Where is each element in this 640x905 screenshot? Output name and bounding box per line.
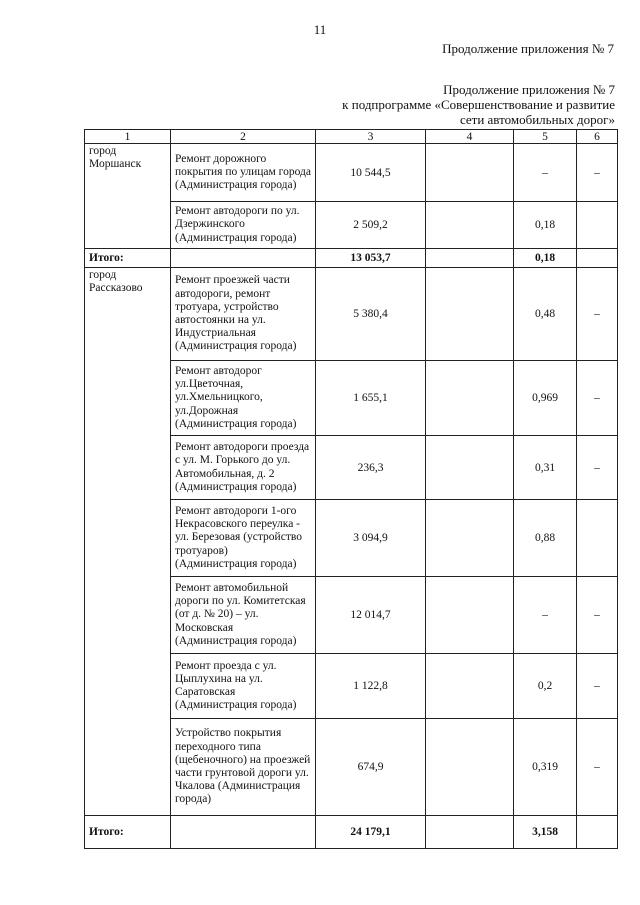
col6-cell: [577, 202, 618, 249]
total-label: Итого:: [85, 249, 171, 268]
header-cell-6: 6: [577, 130, 618, 144]
total-row: [85, 816, 618, 849]
col6-cell: –: [577, 144, 618, 202]
total-col5: 3,158: [514, 816, 577, 849]
work-cell: Устройство покрытия переходного типа (щебеночного) на проезжей части грунтовой дороги ул. Чкалова (Администрация города): [171, 719, 316, 816]
work-cell: Ремонт дорожного покрытия по улицам города (Администрация города): [171, 144, 316, 202]
col4-cell: [426, 361, 514, 436]
col6-cell: –: [577, 436, 618, 500]
header-cell-5: 5: [514, 130, 577, 144]
amount-cell: 3 094,9: [316, 500, 426, 577]
col5-cell: 0,31: [514, 436, 577, 500]
work-cell: Ремонт автодороги по ул. Дзержинского (Администрация города): [171, 202, 316, 249]
total-amount: 24 179,1: [316, 816, 426, 849]
col6-cell: –: [577, 361, 618, 436]
total-empty-cell: [171, 249, 316, 268]
total-empty-cell: [577, 249, 618, 268]
header-cell-2: 2: [171, 130, 316, 144]
col6-cell: [577, 500, 618, 577]
header-cell-3: 3: [316, 130, 426, 144]
amount-cell: 2 509,2: [316, 202, 426, 249]
appendix-header-line1: Продолжение приложения № 7: [443, 82, 615, 97]
col5-cell: –: [514, 577, 577, 654]
amount-cell: 10 544,5: [316, 144, 426, 202]
total-empty-cell: [171, 816, 316, 849]
col6-cell: –: [577, 268, 618, 361]
header-cell-1: 1: [85, 130, 171, 144]
header-row: [85, 130, 618, 144]
appendix-header-line2: к подпрограмме «Совершенствование и развитие: [342, 97, 615, 112]
roads-table: [84, 129, 618, 849]
table-row: [85, 144, 618, 202]
col5-cell: 0,48: [514, 268, 577, 361]
col6-cell: –: [577, 719, 618, 816]
col5-cell: 0,18: [514, 202, 577, 249]
col4-cell: [426, 500, 514, 577]
amount-cell: 236,3: [316, 436, 426, 500]
work-cell: Ремонт автодороги проезда с ул. М. Горького до ул. Автомобильная, д. 2 (Администрация города): [171, 436, 316, 500]
work-cell: Ремонт проезда с ул. Цыплухина на ул. Саратовская (Администрация города): [171, 654, 316, 719]
work-cell: Ремонт автодорог ул.Цветочная, ул.Хмельницкого, ул.Дорожная (Администрация города): [171, 361, 316, 436]
total-row: [85, 249, 618, 268]
total-empty-cell: [426, 816, 514, 849]
city-cell: город Рассказово: [85, 268, 171, 816]
col5-cell: –: [514, 144, 577, 202]
appendix-continuation: Продолжение приложения № 7: [442, 41, 614, 56]
appendix-header: [342, 82, 615, 127]
table-row: [85, 268, 618, 361]
col6-cell: –: [577, 577, 618, 654]
col5-cell: 0,88: [514, 500, 577, 577]
col5-cell: 0,319: [514, 719, 577, 816]
total-amount: 13 053,7: [316, 249, 426, 268]
amount-cell: 5 380,4: [316, 268, 426, 361]
page-number: 11: [313, 22, 327, 37]
amount-cell: 1 655,1: [316, 361, 426, 436]
col4-cell: [426, 436, 514, 500]
amount-cell: 1 122,8: [316, 654, 426, 719]
col4-cell: [426, 654, 514, 719]
col4-cell: [426, 202, 514, 249]
col4-cell: [426, 577, 514, 654]
work-cell: Ремонт автомобильной дороги по ул. Комитетская (от д. № 20) – ул. Московская (Администрация города): [171, 577, 316, 654]
col4-cell: [426, 144, 514, 202]
city-cell: город Моршанск: [85, 144, 171, 249]
amount-cell: 12 014,7: [316, 577, 426, 654]
total-empty-cell: [426, 249, 514, 268]
col4-cell: [426, 719, 514, 816]
work-cell: Ремонт автодороги 1-ого Некрасовского переулка - ул. Березовая (устройство тротуаров) (Администрация города): [171, 500, 316, 577]
total-col5: 0,18: [514, 249, 577, 268]
appendix-header-line3: сети автомобильных дорог»: [459, 112, 615, 127]
total-label: Итого:: [85, 816, 171, 849]
work-cell: Ремонт проезжей части автодороги, ремонт тротуара, устройство автостоянки на ул. Индустриальная (Администрация города): [171, 268, 316, 361]
col4-cell: [426, 268, 514, 361]
col5-cell: 0,2: [514, 654, 577, 719]
col5-cell: 0,969: [514, 361, 577, 436]
header-cell-4: 4: [426, 130, 514, 144]
amount-cell: 674,9: [316, 719, 426, 816]
col6-cell: –: [577, 654, 618, 719]
total-empty-cell: [577, 816, 618, 849]
